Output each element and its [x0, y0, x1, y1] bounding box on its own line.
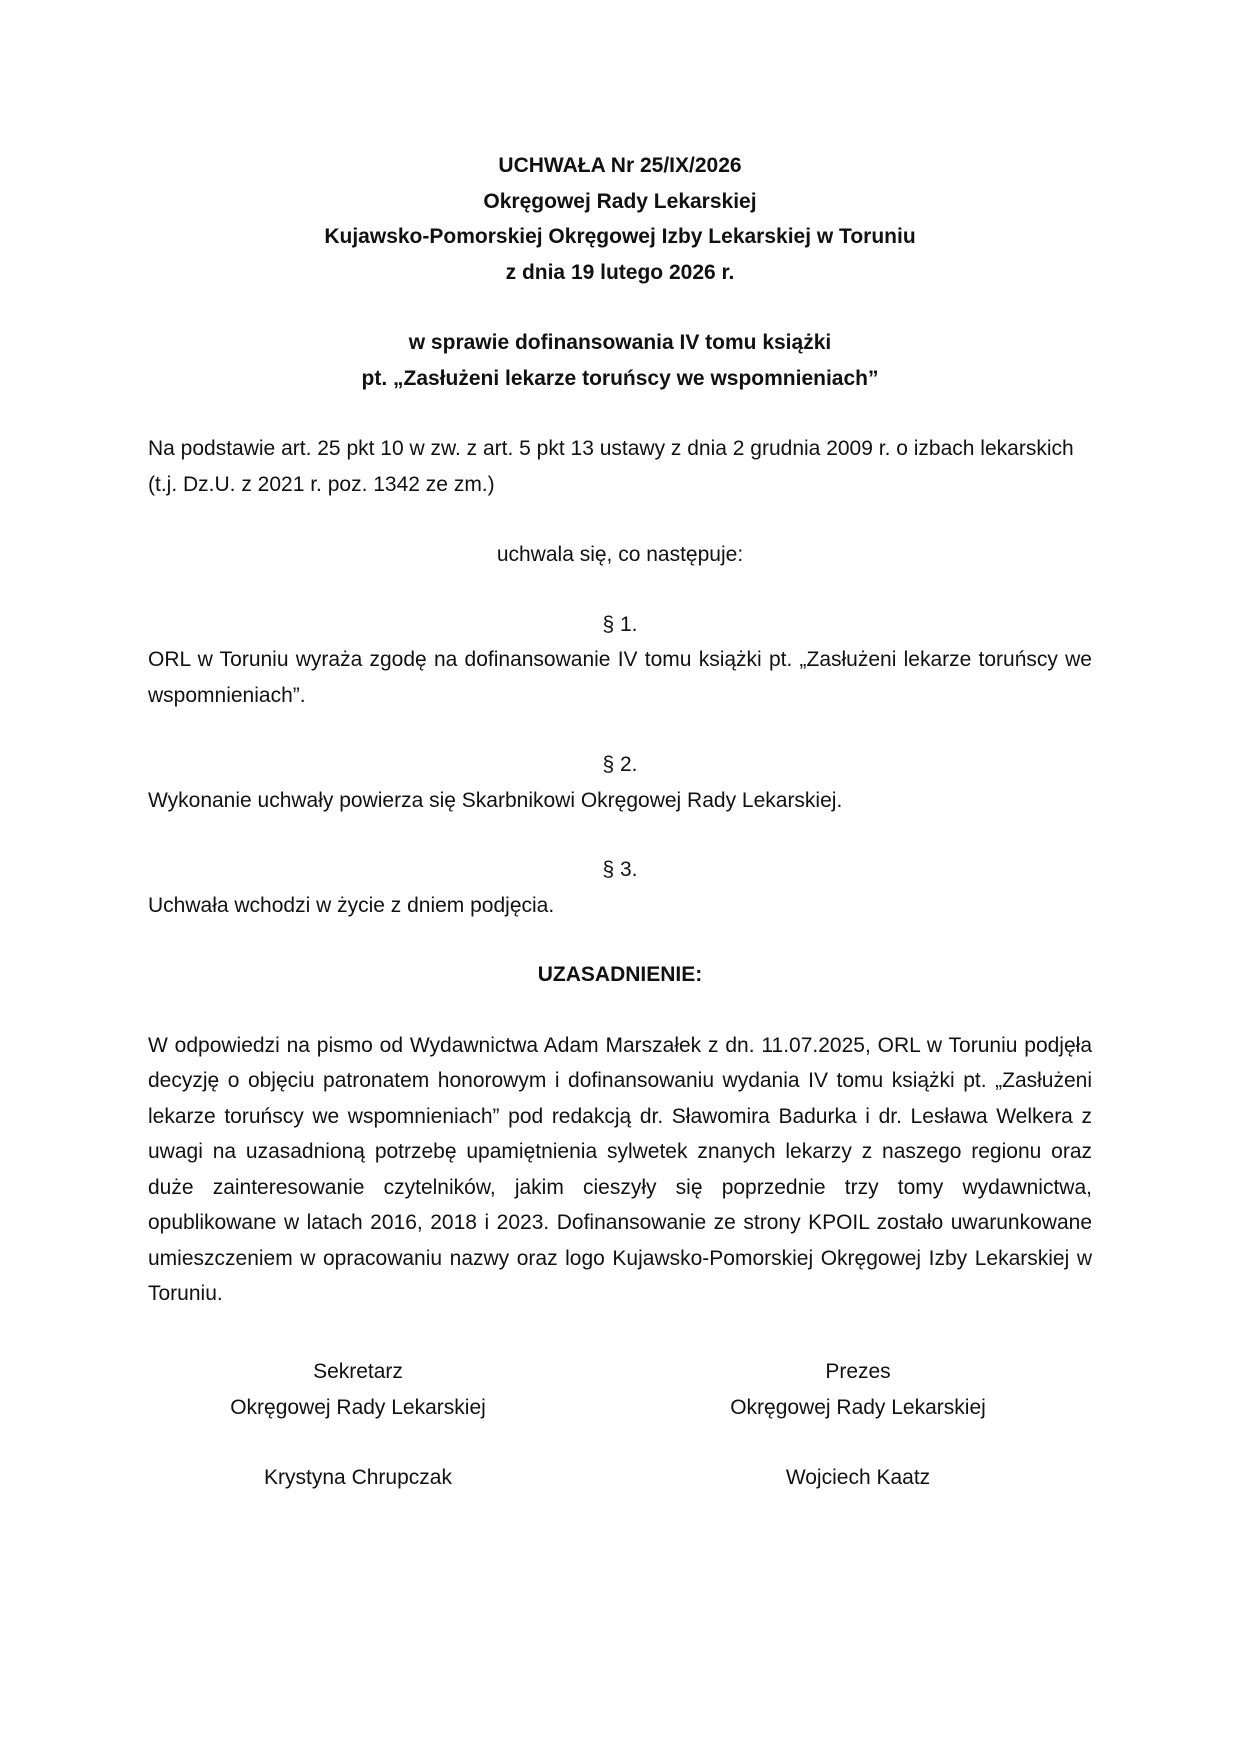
resolution-number: UCHWAŁA Nr 25/IX/2026 — [498, 154, 742, 177]
chamber-name: Kujawsko-Pomorskiej Okręgowej Izby Lekarskiej w Toruniu — [324, 225, 916, 248]
justification-title: UZASADNIENIE: — [537, 963, 703, 986]
document-body — [148, 148, 1092, 1312]
section-text: ORL w Toruniu wyraża zgodę na dofinansowanie IV tomu książki pt. „Zasłużeni lekarze toruńscy we wspomnieniach”. — [148, 648, 1092, 707]
legal-basis: Na podstawie art. 25 pkt 10 w zw. z art. 5 pkt 13 ustawy z dnia 2 grudnia 2009 r. o izbach lekarskich (t.j. Dz.U. z 2021 r. poz. 1342 ze zm.) — [148, 437, 1074, 496]
signature-name: Wojciech Kaatz — [785, 1466, 931, 1489]
signature-role: Sekretarz — [313, 1360, 403, 1383]
subject-line-1: w sprawie dofinansowania IV tomu książki — [408, 331, 832, 354]
section-1 — [148, 607, 1092, 714]
issuing-body: Okręgowej Rady Lekarskiej — [483, 189, 757, 213]
signature-name: Krystyna Chrupczak — [264, 1466, 452, 1489]
section-3 — [148, 852, 1092, 923]
section-heading: § 3. — [602, 858, 638, 881]
resolution-subject — [148, 325, 1092, 396]
subject-line-2: pt. „Zasłużeni lekarze toruńscy we wspomnieniach” — [361, 366, 879, 390]
signature-president — [648, 1354, 1068, 1496]
justification-text: W odpowiedzi na pismo od Wydawnictwa Adam Marszałek z dn. 11.07.2025, ORL w Toruniu podjęła decyzję o objęciu patronatem honorowym i dofinansowaniu wydania IV tomu książki pt. „Zasłużeni lekarze toruńscy we wspomnieniach” pod redakcją dr. Sławomira Badurka i dr. Lesława Welkera z uwagi na uzasadnioną potrzebę upamiętnienia sylwetek znanych lekarzy z naszego regionu oraz duże zainteresowanie czytelników, jakim cieszyły się poprzednie trzy tomy wydawnictwa, opublikowane w latach 2016, 2018 i 2023. Dofinansowanie ze strony KPOIL zostało uwarunkowane umieszczeniem w opracowaniu nazwy oraz logo Kujawsko-Pomorskiej Okręgowej Izby Lekarskiej w Toruniu. — [148, 1033, 1092, 1305]
resolution-date: z dnia 19 lutego 2026 r. — [505, 260, 735, 284]
section-heading: § 2. — [602, 753, 638, 776]
decree-phrase: uchwala się, co następuje: — [496, 543, 744, 566]
signature-body: Okręgowej Rady Lekarskiej — [230, 1395, 486, 1419]
section-2 — [148, 747, 1092, 818]
signature-body: Okręgowej Rady Lekarskiej — [730, 1395, 986, 1419]
resolution-header — [148, 148, 1092, 290]
section-heading: § 1. — [602, 612, 638, 636]
section-text: Wykonanie uchwały powierza się Skarbnikowi Okręgowej Rady Lekarskiej. — [148, 788, 843, 812]
signature-role: Prezes — [825, 1360, 891, 1383]
section-text: Uchwała wchodzi w życie z dniem podjęcia. — [148, 893, 555, 917]
signature-secretary — [148, 1354, 568, 1496]
